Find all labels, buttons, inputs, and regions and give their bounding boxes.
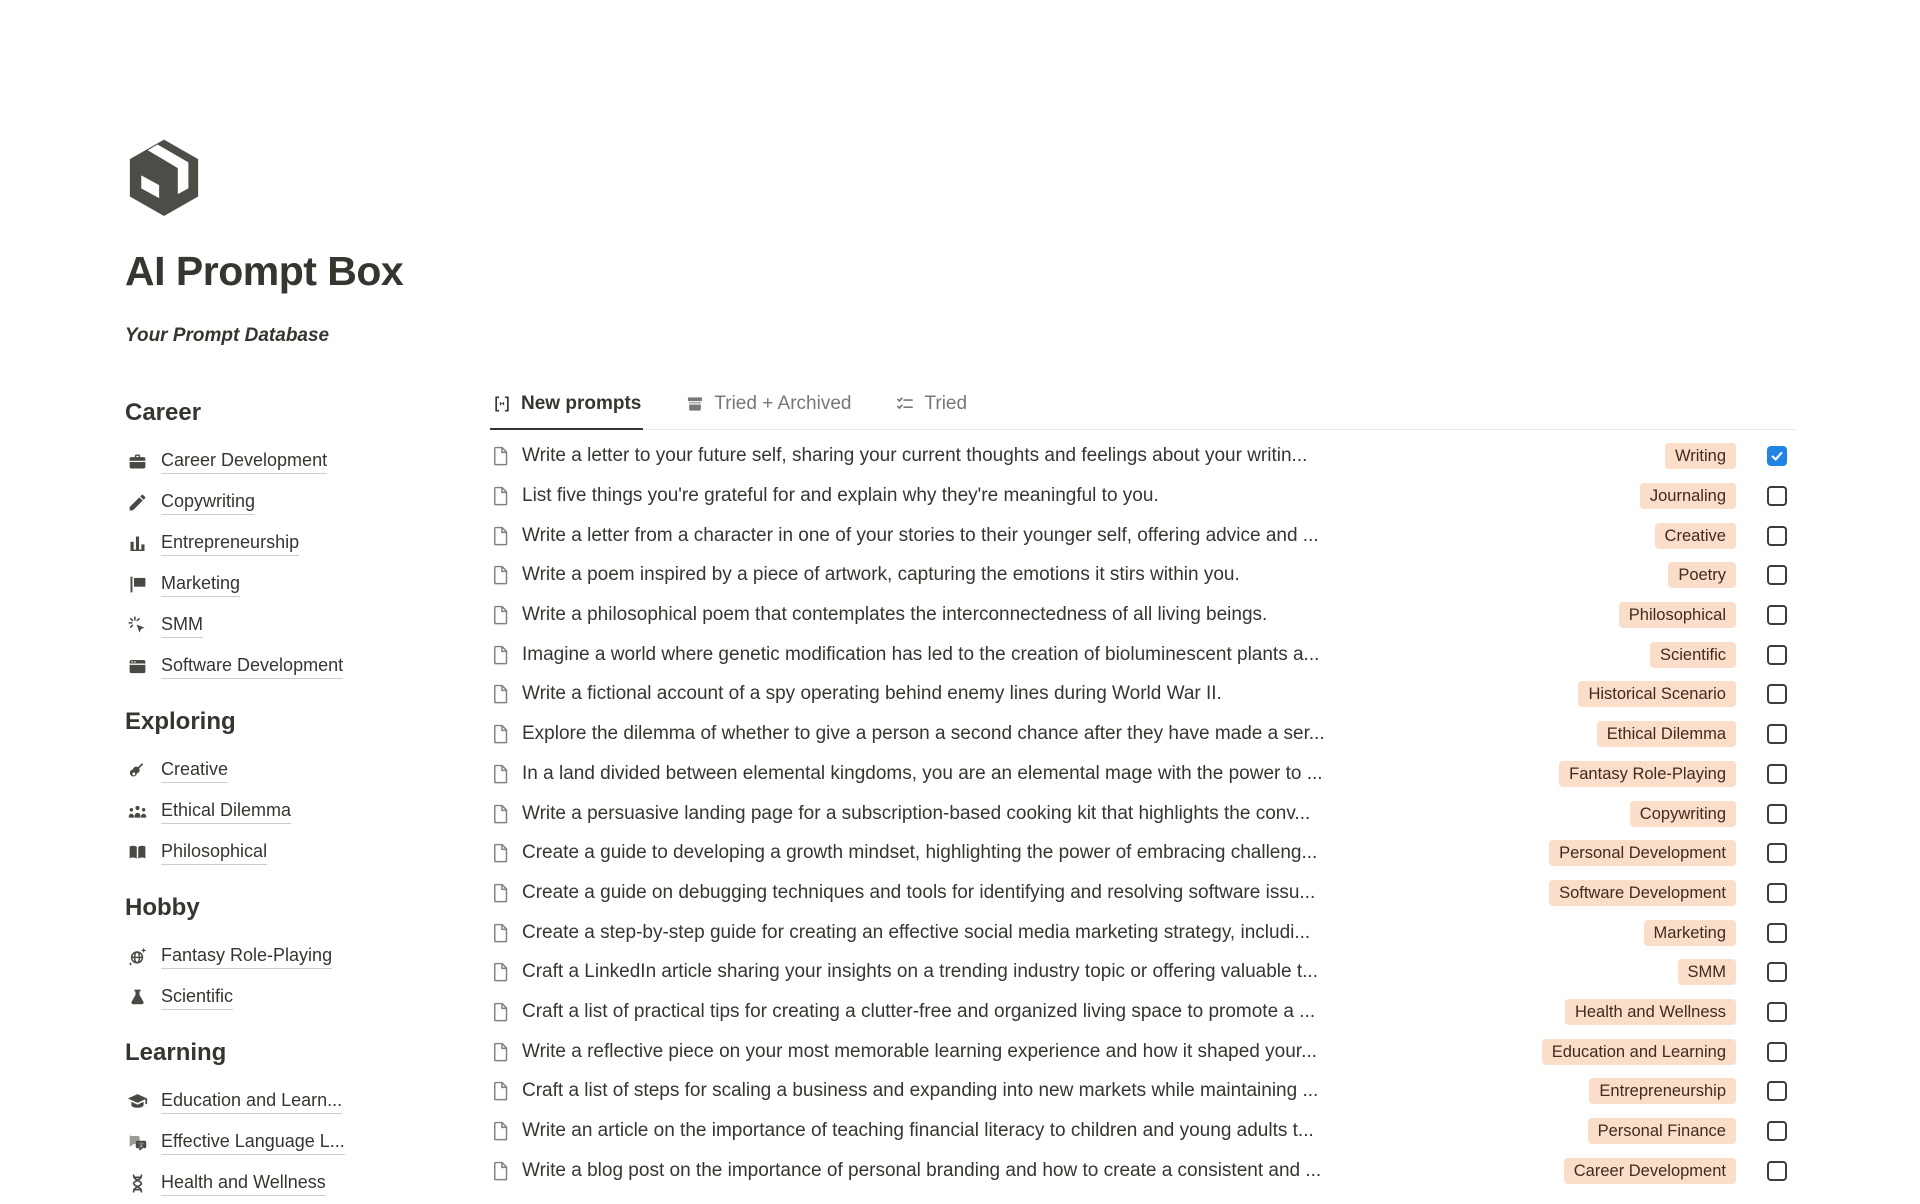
sidebar-item-label: Entrepreneurship: [161, 532, 299, 556]
page-file-icon: [490, 1001, 512, 1023]
category-tag-cell: [1468, 681, 1736, 707]
table-row: [490, 913, 1796, 953]
table-row: [490, 794, 1796, 834]
sidebar: [125, 0, 475, 1204]
table-row: [490, 1111, 1796, 1151]
prompt-title-link[interactable]: Write a letter from a character in one of your stories to their younger self, offering advice and ...: [522, 525, 1319, 547]
category-tag-cell: [1468, 880, 1736, 906]
sidebar-item-label: Philosophical: [161, 841, 267, 865]
prompt-title-link[interactable]: Imagine a world where genetic modification has led to the creation of bioluminescent plants a...: [522, 644, 1319, 666]
checkbox-unchecked[interactable]: [1767, 1081, 1787, 1101]
sidebar-item-label: Scientific: [161, 986, 233, 1010]
sidebar-item-philosophical[interactable]: [125, 832, 475, 873]
page-file-icon: [490, 1120, 512, 1142]
page-file-icon: [490, 803, 512, 825]
category-tag-cell: [1468, 1078, 1736, 1104]
category-tag-cell: [1468, 1118, 1736, 1144]
sidebar-item-marketing[interactable]: [125, 564, 475, 605]
checkbox-cell: [1736, 565, 1796, 585]
checkbox-cell: [1736, 923, 1796, 943]
guitar-icon: [125, 759, 149, 783]
sidebar-item-education-and-learn[interactable]: [125, 1081, 475, 1122]
section-title: Learning: [125, 1039, 227, 1066]
page-file-icon: [490, 723, 512, 745]
category-tag-cell: [1468, 602, 1736, 628]
language-icon: [125, 1131, 149, 1155]
table-row: [490, 437, 1796, 477]
prompt-title-link[interactable]: Create a step-by-step guide for creating an effective social media marketing strategy, includi...: [522, 922, 1310, 944]
sidebar-item-label: Career Development: [161, 450, 327, 474]
page-file-icon: [490, 1080, 512, 1102]
prompt-title-link[interactable]: List five things you're grateful for and explain why they're meaningful to you.: [522, 485, 1159, 507]
sidebar-section-exploring: [125, 707, 475, 873]
table-row: [490, 516, 1796, 556]
checkbox-cell: [1736, 1161, 1796, 1181]
prompt-title-cell: [522, 842, 1468, 864]
page-file-icon: [490, 564, 512, 586]
table-row: [490, 754, 1796, 794]
prompt-title-link[interactable]: Craft a list of steps for scaling a business and expanding into new markets while maintaining ...: [522, 1080, 1318, 1102]
category-tag: Education and Learning: [1542, 1039, 1736, 1065]
prompt-title-link[interactable]: Write a reflective piece on your most memorable learning experience and how it shaped your...: [522, 1041, 1317, 1063]
sidebar-section-hobby: [125, 893, 475, 1018]
table-row: [490, 675, 1796, 715]
tab-label: Tried: [924, 393, 968, 414]
table-row: [490, 1072, 1796, 1112]
page-file-icon: [490, 961, 512, 983]
checkbox-cell: [1736, 764, 1796, 784]
category-tag-cell: [1468, 761, 1736, 787]
category-tag: SMM: [1678, 959, 1737, 985]
sidebar-item-fantasy-role-playing[interactable]: [125, 936, 475, 977]
page-file-icon: [490, 525, 512, 547]
table-row: [490, 873, 1796, 913]
category-tag: Fantasy Role-Playing: [1559, 761, 1736, 787]
category-tag: Scientific: [1650, 642, 1736, 668]
table-row: [490, 476, 1796, 516]
checkbox-unchecked[interactable]: [1767, 645, 1787, 665]
page-file-icon: [490, 604, 512, 626]
sidebar-item-label: Marketing: [161, 573, 240, 597]
svg-text:文: 文: [137, 1142, 144, 1149]
sidebar-section-learning: [125, 1038, 475, 1204]
page-file-icon: [490, 842, 512, 864]
category-tag-cell: [1468, 840, 1736, 866]
category-tag: Writing: [1665, 443, 1736, 469]
sparkle-globe-icon: [125, 945, 149, 969]
category-tag: Personal Development: [1549, 840, 1736, 866]
category-tag: Poetry: [1668, 562, 1736, 588]
prompt-title-cell: [522, 803, 1468, 825]
checkbox-cell: [1736, 605, 1796, 625]
sidebar-sections: [125, 398, 475, 1204]
cursor-click-icon: [125, 614, 149, 638]
category-tag: Journaling: [1640, 483, 1736, 509]
category-tag-cell: [1468, 483, 1736, 509]
prompt-title-cell: [522, 1160, 1468, 1182]
checkbox-unchecked[interactable]: [1767, 486, 1787, 506]
category-tag-cell: [1468, 642, 1736, 668]
checkbox-unchecked[interactable]: [1767, 724, 1787, 744]
category-tag: Marketing: [1644, 920, 1736, 946]
table-row: [490, 556, 1796, 596]
sidebar-item-effective-language-l[interactable]: [125, 1122, 475, 1163]
table-row: [490, 833, 1796, 873]
section-title: Hobby: [125, 894, 200, 921]
prompt-title-link[interactable]: Craft a list of practical tips for creating a clutter-free and organized living space to promote a ...: [522, 1001, 1315, 1023]
checkbox-unchecked[interactable]: [1767, 883, 1787, 903]
category-tag: Personal Finance: [1588, 1118, 1736, 1144]
category-tag-cell: [1468, 1039, 1736, 1065]
category-tag: Health and Wellness: [1565, 999, 1736, 1025]
sidebar-item-label: Copywriting: [161, 491, 255, 515]
checkbox-cell: [1736, 446, 1796, 466]
prompt-table: [490, 437, 1796, 1191]
checklist-icon: [895, 394, 915, 414]
sidebar-item-copywriting[interactable]: [125, 482, 475, 523]
category-tag: Creative: [1655, 523, 1736, 549]
prompt-title-cell: [522, 763, 1468, 785]
checkbox-unchecked[interactable]: [1767, 1002, 1787, 1022]
prompt-title-cell: [522, 961, 1468, 983]
checkbox-unchecked[interactable]: [1767, 565, 1787, 585]
prompt-title-link[interactable]: Write a persuasive landing page for a subscription-based cooking kit that highlights the conv...: [522, 803, 1310, 825]
sidebar-item-ethical-dilemma[interactable]: [125, 791, 475, 832]
prompt-title-cell: [522, 445, 1468, 467]
prompts-box-icon: [492, 394, 512, 414]
people-icon: [125, 800, 149, 824]
sidebar-item-label: Ethical Dilemma: [161, 800, 291, 824]
prompt-title-cell: [522, 922, 1468, 944]
checkbox-cell: [1736, 526, 1796, 546]
checkbox-cell: [1736, 645, 1796, 665]
category-tag: Copywriting: [1630, 801, 1736, 827]
checkbox-cell: [1736, 724, 1796, 744]
checkbox-unchecked[interactable]: [1767, 923, 1787, 943]
checkbox-unchecked[interactable]: [1767, 605, 1787, 625]
checkbox-unchecked[interactable]: [1767, 1121, 1787, 1141]
checkbox-checked[interactable]: [1767, 446, 1787, 466]
checkbox-cell: [1736, 962, 1796, 982]
prompt-title-cell: [522, 525, 1468, 547]
tab-label: Tried + Archived: [714, 393, 852, 414]
table-row: [490, 714, 1796, 754]
category-tag-cell: [1468, 1158, 1736, 1184]
category-tag: Entrepreneurship: [1589, 1078, 1736, 1104]
bar-chart-icon: [125, 532, 149, 556]
tab-tried-archived[interactable]: [683, 385, 853, 430]
prompt-title-cell: [522, 644, 1468, 666]
checkbox-cell: [1736, 1121, 1796, 1141]
category-tag: Philosophical: [1619, 602, 1736, 628]
category-tag: Historical Scenario: [1578, 681, 1736, 707]
checkbox-cell: [1736, 486, 1796, 506]
table-row: [490, 992, 1796, 1032]
table-row: [490, 952, 1796, 992]
flask-icon: [125, 986, 149, 1010]
prompt-title-link[interactable]: Write a fictional account of a spy operating behind enemy lines during World War II.: [522, 683, 1222, 705]
tab-bar: [490, 385, 1796, 430]
category-tag: Ethical Dilemma: [1597, 721, 1736, 747]
page-file-icon: [490, 485, 512, 507]
tab-tried[interactable]: [893, 385, 969, 430]
prompt-title-cell: [522, 564, 1468, 586]
briefcase-icon: [125, 450, 149, 474]
checkbox-unchecked[interactable]: [1767, 1161, 1787, 1181]
prompt-title-cell: [522, 1041, 1468, 1063]
sidebar-item-label: Education and Learn...: [161, 1090, 342, 1114]
table-row: [490, 635, 1796, 675]
checkbox-cell: [1736, 883, 1796, 903]
checkbox-unchecked[interactable]: [1767, 526, 1787, 546]
category-tag-cell: [1468, 562, 1736, 588]
checkbox-unchecked[interactable]: [1767, 764, 1787, 784]
prompt-title-link[interactable]: Craft a LinkedIn article sharing your insights on a trending industry topic or offering valuable t...: [522, 961, 1318, 983]
flag-icon: [125, 573, 149, 597]
sidebar-item-career-development[interactable]: [125, 441, 475, 482]
sidebar-item-label: SMM: [161, 614, 203, 638]
prompt-title-link[interactable]: Write a philosophical poem that contemplates the interconnectedness of all living beings.: [522, 604, 1267, 626]
prompt-title-cell: [522, 1080, 1468, 1102]
sidebar-item-creative[interactable]: [125, 750, 475, 791]
page-file-icon: [490, 1041, 512, 1063]
table-row: [490, 595, 1796, 635]
graduation-cap-icon: [125, 1090, 149, 1114]
checkbox-cell: [1736, 1042, 1796, 1062]
sidebar-item-scientific[interactable]: [125, 977, 475, 1018]
dna-icon: [125, 1172, 149, 1196]
checkbox-unchecked[interactable]: [1767, 804, 1787, 824]
page-file-icon: [490, 445, 512, 467]
prompt-title-link[interactable]: Create a guide on debugging techniques and tools for identifying and resolving software issu...: [522, 882, 1315, 904]
sidebar-item-label: Fantasy Role-Playing: [161, 945, 332, 969]
open-book-icon: [125, 841, 149, 865]
section-title: Career: [125, 399, 202, 426]
sidebar-item-health-and-wellness[interactable]: [125, 1163, 475, 1204]
sidebar-item-label: Effective Language L...: [161, 1131, 345, 1155]
category-tag: Career Development: [1564, 1158, 1736, 1184]
table-row: [490, 1151, 1796, 1191]
checkbox-cell: [1736, 804, 1796, 824]
prompt-title-cell: [522, 604, 1468, 626]
prompt-title-cell: [522, 683, 1468, 705]
checkbox-unchecked[interactable]: [1767, 684, 1787, 704]
section-title: Exploring: [125, 708, 236, 735]
category-tag-cell: [1468, 959, 1736, 985]
prompt-title-link[interactable]: Explore the dilemma of whether to give a person a second chance after they have made a ser...: [522, 723, 1325, 745]
checkbox-cell: [1736, 684, 1796, 704]
checkbox-cell: [1736, 1081, 1796, 1101]
prompt-title-cell: [522, 882, 1468, 904]
category-tag: Software Development: [1549, 880, 1736, 906]
page-file-icon: [490, 882, 512, 904]
page-file-icon: [490, 644, 512, 666]
prompt-title-cell: [522, 723, 1468, 745]
prompt-title-cell: [522, 1001, 1468, 1023]
prompt-title-cell: [522, 485, 1468, 507]
page-file-icon: [490, 683, 512, 705]
sidebar-item-label: Software Development: [161, 655, 343, 679]
sidebar-item-label: Health and Wellness: [161, 1172, 326, 1196]
category-tag-cell: [1468, 999, 1736, 1025]
page-file-icon: [490, 763, 512, 785]
checkbox-cell: [1736, 1002, 1796, 1022]
sidebar-item-entrepreneurship[interactable]: [125, 523, 475, 564]
checkbox-unchecked[interactable]: [1767, 843, 1787, 863]
category-tag-cell: [1468, 721, 1736, 747]
prompt-title-cell: [522, 1120, 1468, 1142]
checkbox-unchecked[interactable]: [1767, 962, 1787, 982]
box-logo-icon: [125, 138, 203, 216]
page-file-icon: [490, 922, 512, 944]
page-subtitle: Your Prompt Database: [125, 325, 330, 346]
checkbox-unchecked[interactable]: [1767, 1042, 1787, 1062]
sidebar-item-software-development[interactable]: [125, 646, 475, 687]
page-title: AI Prompt Box: [125, 248, 404, 294]
tab-label: New prompts: [521, 393, 642, 414]
category-tag-cell: [1468, 443, 1736, 469]
page-file-icon: [490, 1160, 512, 1182]
pencil-icon: [125, 491, 149, 515]
prompt-title-link[interactable]: Create a guide to developing a growth mindset, highlighting the power of embracing challeng...: [522, 842, 1317, 864]
sidebar-item-smm[interactable]: [125, 605, 475, 646]
category-tag-cell: [1468, 920, 1736, 946]
tab-new-prompts[interactable]: [490, 385, 643, 430]
main-content: [490, 385, 1796, 1191]
prompt-title-link[interactable]: In a land divided between elemental kingdoms, you are an elemental mage with the power to ...: [522, 763, 1323, 785]
sidebar-item-label: Creative: [161, 759, 228, 783]
sidebar-section-career: [125, 398, 475, 687]
checkbox-cell: [1736, 843, 1796, 863]
browser-window-icon: [125, 655, 149, 679]
category-tag-cell: [1468, 523, 1736, 549]
prompt-title-link[interactable]: Write an article on the importance of teaching financial literacy to children and young adults t...: [522, 1120, 1314, 1142]
table-row: [490, 1032, 1796, 1072]
prompt-title-link[interactable]: Write a poem inspired by a piece of artwork, capturing the emotions it stirs within you.: [522, 564, 1240, 586]
prompt-title-link[interactable]: Write a blog post on the importance of personal branding and how to create a consistent and ...: [522, 1160, 1321, 1182]
archive-icon: [685, 394, 705, 414]
category-tag-cell: [1468, 801, 1736, 827]
prompt-title-link[interactable]: Write a letter to your future self, sharing your current thoughts and feelings about your writin...: [522, 445, 1307, 467]
